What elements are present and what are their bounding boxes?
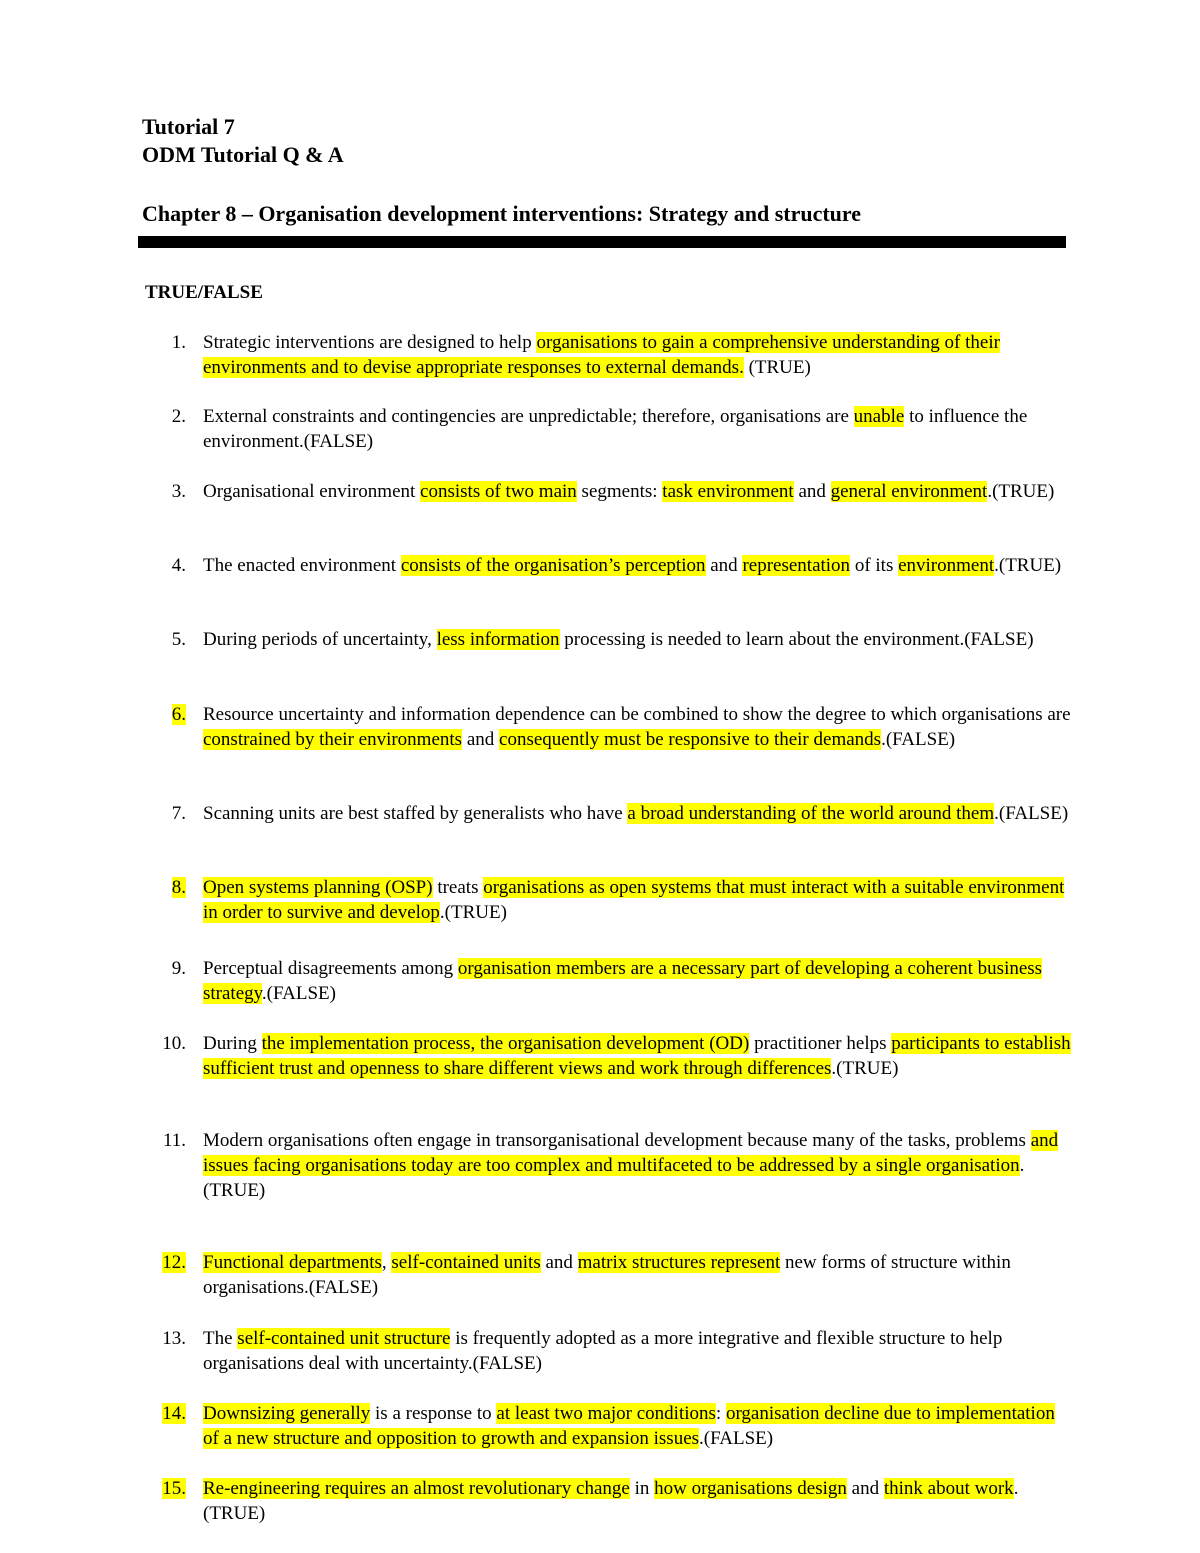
question-text	[203, 1401, 1073, 1451]
highlighted-text: general environment	[830, 481, 988, 502]
highlighted-text: and issues facing organisations today are too complex and multifaceted to be addressed by a single organisation	[203, 1130, 1059, 1176]
highlighted-text: task environment	[662, 481, 794, 502]
question-number: 8.	[171, 877, 186, 898]
text-segment: .(FALSE)	[261, 983, 336, 1004]
text-segment: treats	[432, 877, 484, 898]
question-number: 13.	[162, 1328, 186, 1349]
highlighted-text: consists of two main	[420, 481, 577, 502]
question-text	[203, 801, 1073, 826]
text-segment: and	[705, 555, 743, 576]
question-number: 5.	[171, 629, 186, 650]
question-number: 3.	[171, 481, 186, 502]
text-segment: .(FALSE)	[881, 729, 956, 750]
question-number: 6.	[171, 704, 186, 725]
section-title: TRUE/FALSE	[145, 282, 263, 303]
question-text	[203, 702, 1073, 752]
question-text	[203, 1250, 1073, 1300]
highlighted-text: organisations as open systems that must interact with a suitable environment in order to survive and develop	[203, 877, 1065, 923]
highlighted-text: the implementation process, the organisation development (OD)	[261, 1033, 750, 1054]
text-segment: (TRUE)	[743, 357, 811, 378]
highlighted-text: less information	[436, 629, 560, 650]
highlighted-text: Downsizing generally	[203, 1403, 371, 1424]
highlighted-text: environment	[898, 555, 995, 576]
text-segment: .(FALSE)	[994, 803, 1069, 824]
highlighted-text: self-contained units	[391, 1252, 541, 1273]
text-segment: processing is needed to learn about the environment.(FALSE)	[559, 629, 1034, 650]
text-segment: .(FALSE)	[699, 1428, 774, 1449]
question-number: 2.	[171, 406, 186, 427]
text-segment: .(TRUE)	[994, 555, 1062, 576]
question-number: 11.	[162, 1130, 186, 1151]
text-segment: ,	[381, 1252, 392, 1273]
question-text	[203, 553, 1073, 578]
question-text	[203, 1128, 1073, 1203]
text-segment: and	[846, 1478, 884, 1499]
text-segment: Organisational environment	[203, 481, 421, 502]
question-number: 7.	[171, 803, 186, 824]
question-text	[203, 1326, 1073, 1376]
text-segment: is a response to	[370, 1403, 497, 1424]
question-number: 9.	[171, 958, 186, 979]
highlighted-text: constrained by their environments	[203, 729, 463, 750]
text-segment: Modern organisations often engage in transorganisational development because many of the tasks, problems	[203, 1130, 1031, 1151]
question-number: 10.	[162, 1033, 186, 1054]
text-segment: Perceptual disagreements among	[203, 958, 458, 979]
highlighted-text: Re-engineering requires an almost revolutionary change	[203, 1478, 630, 1499]
highlighted-text: consequently must be responsive to their demands	[499, 729, 882, 750]
document-subtitle: ODM Tutorial Q & A	[142, 142, 344, 167]
highlighted-text: matrix structures represent	[577, 1252, 781, 1273]
highlighted-text: organisation members are a necessary part of developing a coherent business strategy	[203, 958, 1043, 1004]
text-segment: :	[715, 1403, 726, 1424]
text-segment: new forms of structure within organisations.(FALSE)	[203, 1252, 1011, 1298]
text-segment: .(TRUE)	[203, 1155, 1025, 1201]
text-segment: Strategic interventions are designed to help	[203, 332, 537, 353]
text-segment: Scanning units are best staffed by generalists who have	[203, 803, 628, 824]
question-text	[203, 627, 1073, 652]
text-segment: During periods of uncertainty,	[203, 629, 437, 650]
highlighted-text: Open systems planning (OSP)	[203, 877, 433, 898]
highlighted-text: organisation decline due to implementation of a new structure and opposition to growth and expansion issues	[203, 1403, 1055, 1449]
chapter-heading: Chapter 8 – Organisation development interventions: Strategy and structure	[142, 201, 862, 226]
highlighted-text: how organisations design	[654, 1478, 847, 1499]
text-segment: to influence the environment.(FALSE)	[203, 406, 1028, 452]
question-text	[203, 404, 1073, 454]
highlighted-text: think about work	[883, 1478, 1014, 1499]
question-number: 1.	[171, 332, 186, 353]
text-segment: .(TRUE)	[203, 1478, 1019, 1524]
text-segment: segments:	[576, 481, 663, 502]
text-segment: .(TRUE)	[831, 1058, 899, 1079]
text-segment: and	[462, 729, 500, 750]
text-segment: and	[540, 1252, 578, 1273]
tutorial-title: Tutorial 7	[142, 114, 235, 139]
text-segment: .(TRUE)	[987, 481, 1055, 502]
highlighted-text: at least two major conditions	[496, 1403, 716, 1424]
heading-rule	[138, 236, 1066, 248]
question-number: 12.	[162, 1252, 186, 1273]
highlighted-text: organisations to gain a comprehensive understanding of their environments and to devise appropriate responses to external demands.	[203, 332, 1000, 378]
highlighted-text: consists of the organisation’s perception	[400, 555, 706, 576]
highlighted-text: a broad understanding of the world around them	[627, 803, 995, 824]
text-segment: in	[629, 1478, 655, 1499]
text-segment: The	[203, 1328, 238, 1349]
text-segment: Resource uncertainty and information dependence can be combined to show the degree to which organisations are	[203, 704, 1071, 725]
question-text	[203, 479, 1073, 504]
highlighted-text: unable	[853, 406, 905, 427]
question-number: 14.	[162, 1403, 186, 1424]
text-segment: .(TRUE)	[439, 902, 507, 923]
highlighted-text: representation	[742, 555, 851, 576]
question-text	[203, 1476, 1073, 1526]
question-text	[203, 875, 1073, 925]
question-text	[203, 330, 1073, 380]
text-segment: During	[203, 1033, 262, 1054]
question-text	[203, 1031, 1073, 1081]
question-number: 15.	[162, 1478, 186, 1499]
highlighted-text: Functional departments	[203, 1252, 382, 1273]
question-number: 4.	[171, 555, 186, 576]
text-segment: practitioner helps	[749, 1033, 892, 1054]
highlighted-text: participants to establish sufficient trust and openness to share different views and work through differences	[203, 1033, 1071, 1079]
text-segment: External constraints and contingencies are unpredictable; therefore, organisations are	[203, 406, 854, 427]
text-segment: is frequently adopted as a more integrative and flexible structure to help organisations deal with uncertainty.(FALSE)	[203, 1328, 1003, 1374]
text-segment: and	[793, 481, 831, 502]
text-segment: The enacted environment	[203, 555, 401, 576]
text-segment: of its	[850, 555, 899, 576]
question-text	[203, 956, 1073, 1006]
highlighted-text: self-contained unit structure	[237, 1328, 451, 1349]
